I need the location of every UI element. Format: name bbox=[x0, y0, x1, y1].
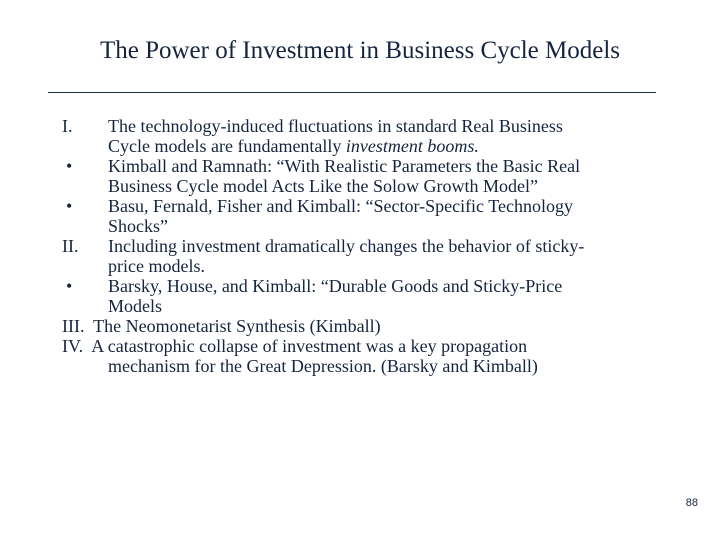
list-item-text: Barsky, House, and Kimball: “Durable Goods and Sticky-Price bbox=[108, 276, 563, 296]
list-item-line bbox=[62, 216, 662, 236]
bullet-marker: • bbox=[66, 156, 73, 176]
list-item-text: Basu, Fernald, Fisher and Kimball: “Sector-Specific Technology bbox=[108, 196, 573, 216]
slide-body bbox=[62, 116, 662, 376]
list-item-line bbox=[62, 156, 662, 176]
list-item-text bbox=[62, 336, 527, 356]
list-item-line bbox=[62, 256, 662, 276]
list-item-line bbox=[62, 356, 662, 376]
list-item-line bbox=[62, 316, 662, 336]
emphasis-text: investment booms. bbox=[345, 136, 479, 156]
list-item-text-part: A catastrophic collapse of investment was a key propagation bbox=[91, 336, 528, 356]
list-item-line bbox=[62, 136, 662, 156]
list-marker: III. bbox=[62, 316, 85, 336]
list-item-line bbox=[62, 336, 662, 356]
list-marker: IV. bbox=[62, 336, 84, 356]
list-item-text: Shocks” bbox=[108, 216, 168, 236]
title-divider bbox=[48, 92, 656, 93]
list-item-line bbox=[62, 176, 662, 196]
bullet-marker: • bbox=[66, 276, 73, 296]
list-item-text: Models bbox=[108, 296, 162, 316]
bullet-marker: • bbox=[66, 196, 73, 216]
list-item-line bbox=[62, 236, 662, 256]
list-item-text bbox=[108, 136, 479, 156]
list-item-text: Including investment dramatically changes the behavior of sticky- bbox=[108, 236, 585, 256]
list-item-text-part: The Neomonetarist Synthesis (Kimball) bbox=[93, 316, 381, 336]
list-item-text: Business Cycle model Acts Like the Solow Growth Model” bbox=[108, 176, 538, 196]
list-item-line bbox=[62, 296, 662, 316]
list-item-text-part: Cycle models are fundamentally bbox=[108, 136, 342, 156]
list-item-text: mechanism for the Great Depression. (Barsky and Kimball) bbox=[108, 356, 538, 376]
list-item-text: Kimball and Ramnath: “With Realistic Parameters the Basic Real bbox=[108, 156, 581, 176]
page-number: 88 bbox=[685, 497, 698, 509]
list-marker: I. bbox=[62, 116, 73, 136]
list-item-line bbox=[62, 276, 662, 296]
list-item-line bbox=[62, 116, 662, 136]
slide-title: The Power of Investment in Business Cycle Models bbox=[99, 37, 621, 64]
list-item-text: The technology-induced fluctuations in standard Real Business bbox=[108, 116, 563, 136]
list-item-text: price models. bbox=[108, 256, 205, 276]
list-item-text bbox=[62, 316, 381, 336]
list-marker: II. bbox=[62, 236, 79, 256]
list-item-line bbox=[62, 196, 662, 216]
